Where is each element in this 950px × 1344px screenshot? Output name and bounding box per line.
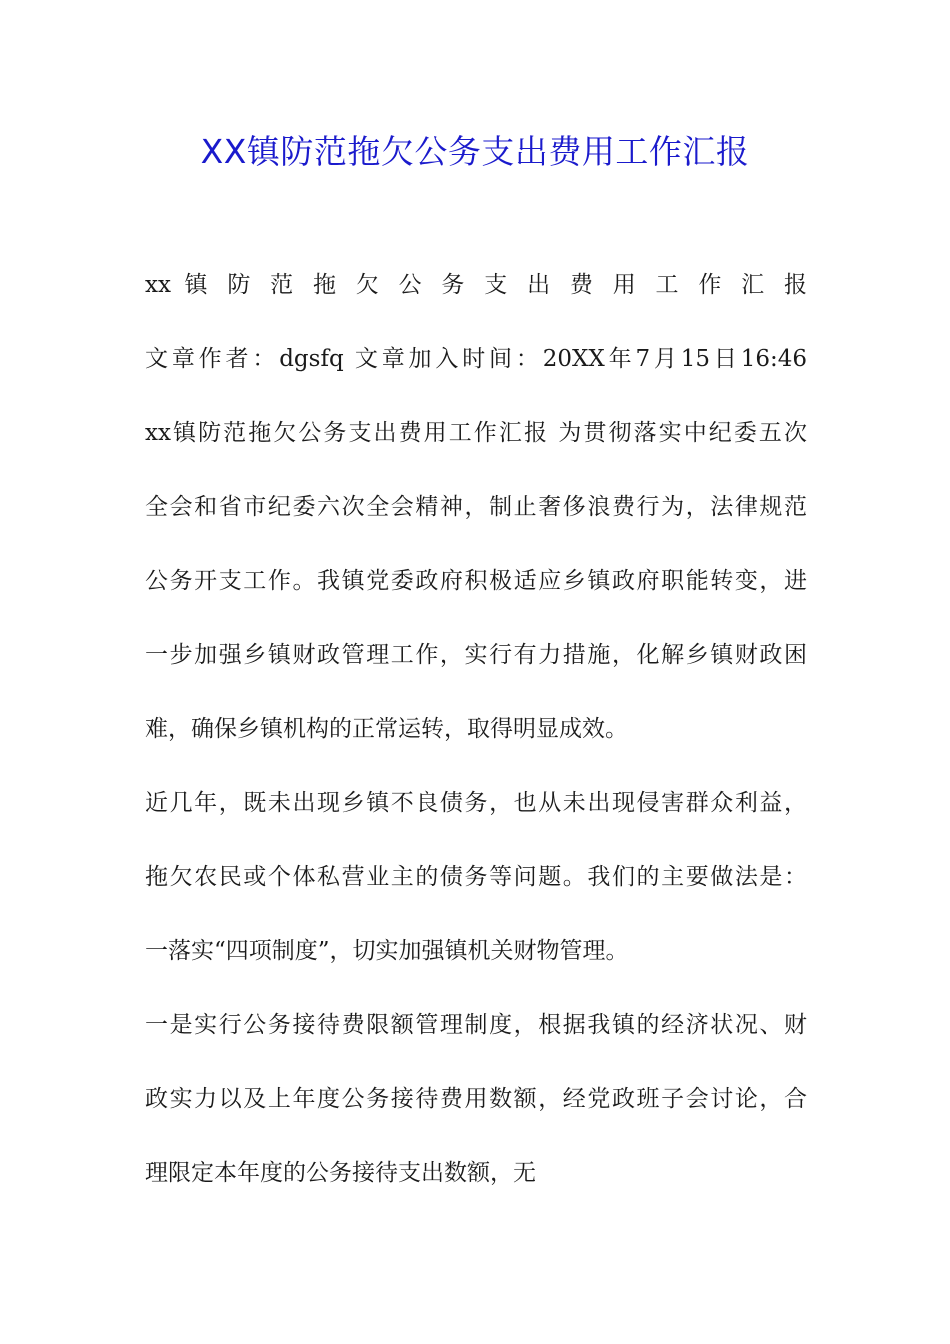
body-line: 拖欠农民或个体私营业主的债务等问题。我们的主要做法是： — [145, 864, 807, 890]
body-line-heading: xx 镇 防 范 拖 欠 公 务 支 出 费 用 工 作 汇 报 — [145, 272, 807, 298]
body-line: 难，确保乡镇机构的正常运转，取得明显成效。 — [145, 716, 628, 742]
body-line: 全会和省市纪委六次全会精神，制止奢侈浪费行为，法律规范 — [145, 494, 807, 520]
body-line-meta: 文章作者：dgsfq 文章加入时间：20XX年7月15日16:46 — [145, 346, 807, 372]
body-line: 政实力以及上年度公务接待费用数额，经党政班子会讨论，合 — [145, 1086, 807, 1112]
body-line: 公务开支工作。我镇党委政府积极适应乡镇政府职能转变，进 — [145, 568, 807, 594]
document-title: XX镇防范拖欠公务支出费用工作汇报 — [200, 132, 750, 171]
body-line: 近几年，既未出现乡镇不良债务，也从未出现侵害群众利益， — [145, 790, 807, 816]
body-line: 一步加强乡镇财政管理工作，实行有力措施，化解乡镇财政困 — [145, 642, 807, 668]
document-body — [145, 261, 807, 1223]
body-line: 一落实“四项制度”，切实加强镇机关财物管理。 — [145, 938, 629, 964]
body-line: 理限定本年度的公务接待支出数额，无 — [145, 1160, 536, 1186]
body-line: xx镇防范拖欠公务支出费用工作汇报 为贯彻落实中纪委五次 — [145, 420, 807, 446]
body-line: 一是实行公务接待费限额管理制度，根据我镇的经济状况、财 — [145, 1012, 807, 1038]
